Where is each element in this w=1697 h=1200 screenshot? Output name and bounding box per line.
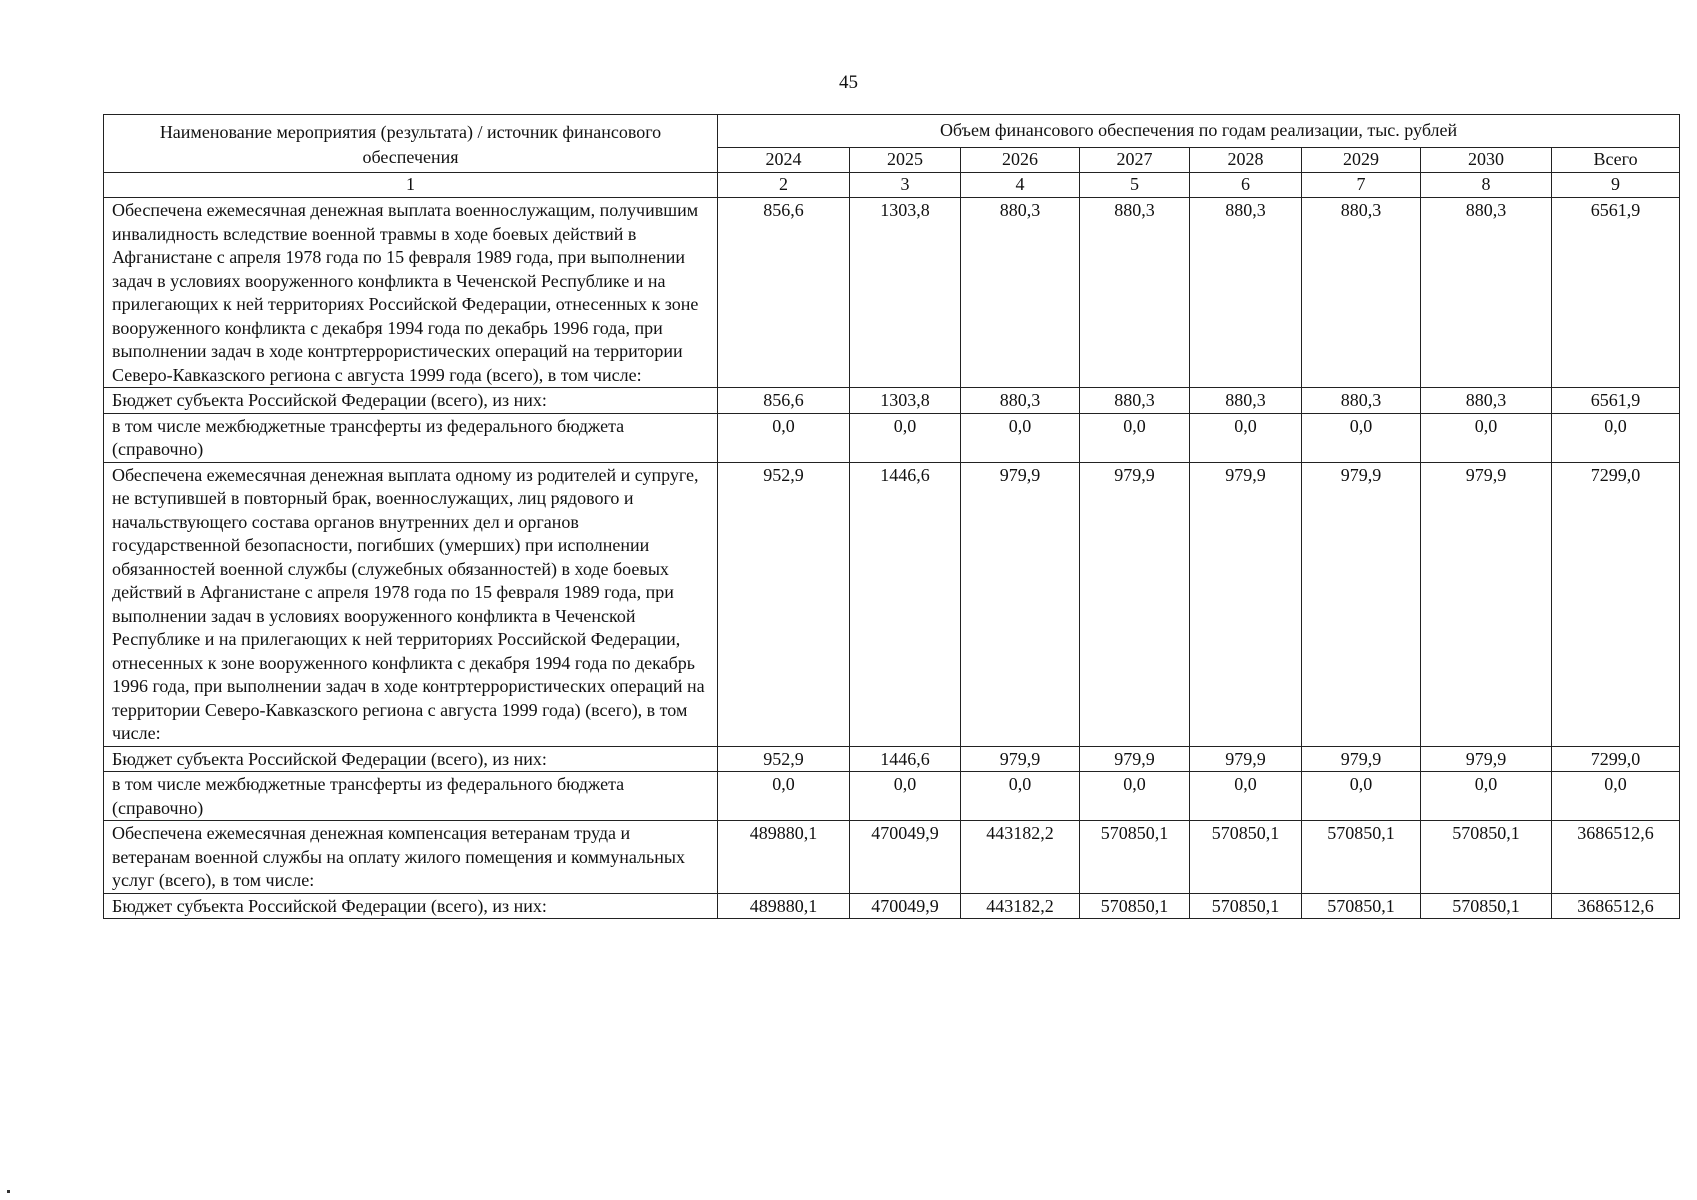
scan-speck xyxy=(7,1190,10,1193)
value-cell: 979,9 xyxy=(1080,746,1190,772)
value-cell: 570850,1 xyxy=(1302,821,1421,894)
value-cell: 979,9 xyxy=(1080,462,1190,746)
column-number: 9 xyxy=(1552,173,1680,198)
value-cell: 880,3 xyxy=(1080,198,1190,388)
column-number: 1 xyxy=(104,173,718,198)
value-cell: 489880,1 xyxy=(718,893,850,919)
table-row xyxy=(104,413,1680,462)
name-column-header: Наименование мероприятия (результата) / источник финансового обеспечения xyxy=(104,115,718,173)
value-cell: 0,0 xyxy=(1302,772,1421,821)
value-cell: 570850,1 xyxy=(1190,893,1302,919)
header-row-main xyxy=(104,115,1680,148)
value-cell: 443182,2 xyxy=(961,893,1080,919)
value-cell: 0,0 xyxy=(1190,772,1302,821)
value-cell: 979,9 xyxy=(1190,746,1302,772)
column-number: 7 xyxy=(1302,173,1421,198)
value-cell: 0,0 xyxy=(850,413,961,462)
row-name: Обеспечена ежемесячная денежная компенсация ветеранам труда и ветеранам военной службы на оплату жилого помещения и коммунальных услуг (всего), в том числе: xyxy=(104,821,718,894)
value-cell: 979,9 xyxy=(1302,746,1421,772)
year-header: 2025 xyxy=(850,148,961,173)
table-row xyxy=(104,821,1680,894)
value-cell: 570850,1 xyxy=(1190,821,1302,894)
value-cell: 979,9 xyxy=(1302,462,1421,746)
value-cell: 0,0 xyxy=(718,413,850,462)
row-name: в том числе межбюджетные трансферты из федерального бюджета (справочно) xyxy=(104,413,718,462)
value-cell: 952,9 xyxy=(718,746,850,772)
value-cell: 880,3 xyxy=(961,198,1080,388)
value-cell: 489880,1 xyxy=(718,821,850,894)
row-name: Бюджет субъекта Российской Федерации (всего), из них: xyxy=(104,388,718,414)
financing-table xyxy=(103,114,1680,919)
value-cell: 570850,1 xyxy=(1302,893,1421,919)
value-cell: 0,0 xyxy=(718,772,850,821)
value-cell: 979,9 xyxy=(1421,462,1552,746)
table-row xyxy=(104,388,1680,414)
value-cell: 1446,6 xyxy=(850,462,961,746)
year-header: 2028 xyxy=(1190,148,1302,173)
year-header: 2024 xyxy=(718,148,850,173)
value-cell: 979,9 xyxy=(1190,462,1302,746)
value-cell: 1303,8 xyxy=(850,388,961,414)
column-number: 5 xyxy=(1080,173,1190,198)
row-name: Обеспечена ежемесячная денежная выплата военнослужащим, получившим инвалидность вследствие военной травмы в ходе боевых действий в Афганистане с апреля 1978 года по 15 февраля 1989 года, при выполнении задач в условиях вооруженного конфликта в Чеченской Республике и на прилегающих к ней территориях Российской Федерации, отнесенных к зоне вооруженного конфликта с декабря 1994 года по декабрь 1996 года, при выполнении задач в ходе контртеррористических операций на территории Северо-Кавказского региона с августа 1999 года (всего), в том числе: xyxy=(104,198,718,388)
total-cell: 7299,0 xyxy=(1552,462,1680,746)
column-number: 2 xyxy=(718,173,850,198)
value-cell: 470049,9 xyxy=(850,893,961,919)
value-cell: 0,0 xyxy=(1190,413,1302,462)
total-cell: 6561,9 xyxy=(1552,198,1680,388)
value-cell: 443182,2 xyxy=(961,821,1080,894)
value-cell: 952,9 xyxy=(718,462,850,746)
column-number: 3 xyxy=(850,173,961,198)
total-cell: 6561,9 xyxy=(1552,388,1680,414)
value-cell: 1446,6 xyxy=(850,746,961,772)
table-row xyxy=(104,746,1680,772)
table-row xyxy=(104,462,1680,746)
table-row xyxy=(104,772,1680,821)
page-number: 45 xyxy=(839,72,858,93)
value-cell: 0,0 xyxy=(961,772,1080,821)
value-cell: 470049,9 xyxy=(850,821,961,894)
value-cell: 570850,1 xyxy=(1421,893,1552,919)
total-cell: 0,0 xyxy=(1552,413,1680,462)
value-cell: 979,9 xyxy=(1421,746,1552,772)
header-row-numbers xyxy=(104,173,1680,198)
value-cell: 880,3 xyxy=(961,388,1080,414)
value-cell: 880,3 xyxy=(1190,198,1302,388)
volume-header: Объем финансового обеспечения по годам реализации, тыс. рублей xyxy=(718,115,1680,148)
value-cell: 856,6 xyxy=(718,388,850,414)
value-cell: 856,6 xyxy=(718,198,850,388)
row-name: в том числе межбюджетные трансферты из федерального бюджета (справочно) xyxy=(104,772,718,821)
value-cell: 0,0 xyxy=(1080,772,1190,821)
total-cell: 3686512,6 xyxy=(1552,893,1680,919)
value-cell: 0,0 xyxy=(1080,413,1190,462)
value-cell: 0,0 xyxy=(1421,772,1552,821)
value-cell: 979,9 xyxy=(961,462,1080,746)
value-cell: 1303,8 xyxy=(850,198,961,388)
total-cell: 3686512,6 xyxy=(1552,821,1680,894)
total-cell: 0,0 xyxy=(1552,772,1680,821)
total-cell: 7299,0 xyxy=(1552,746,1680,772)
value-cell: 0,0 xyxy=(850,772,961,821)
year-header: 2030 xyxy=(1421,148,1552,173)
value-cell: 880,3 xyxy=(1302,198,1421,388)
year-header: 2026 xyxy=(961,148,1080,173)
value-cell: 979,9 xyxy=(961,746,1080,772)
column-number: 8 xyxy=(1421,173,1552,198)
value-cell: 0,0 xyxy=(1302,413,1421,462)
value-cell: 880,3 xyxy=(1190,388,1302,414)
table-row xyxy=(104,893,1680,919)
value-cell: 880,3 xyxy=(1080,388,1190,414)
row-name: Бюджет субъекта Российской Федерации (всего), из них: xyxy=(104,746,718,772)
value-cell: 570850,1 xyxy=(1080,821,1190,894)
column-number: 4 xyxy=(961,173,1080,198)
column-number: 6 xyxy=(1190,173,1302,198)
value-cell: 0,0 xyxy=(1421,413,1552,462)
year-header: 2029 xyxy=(1302,148,1421,173)
value-cell: 880,3 xyxy=(1421,198,1552,388)
row-name: Бюджет субъекта Российской Федерации (всего), из них: xyxy=(104,893,718,919)
value-cell: 570850,1 xyxy=(1080,893,1190,919)
value-cell: 0,0 xyxy=(961,413,1080,462)
value-cell: 880,3 xyxy=(1421,388,1552,414)
row-name: Обеспечена ежемесячная денежная выплата одному из родителей и супруге, не вступившей в повторный брак, военнослужащих, лиц рядового и начальствующего состава органов внутренних дел и органов государственной безопасности, погибших (умерших) при исполнении обязанностей военной службы (служебных обязанностей) в ходе боевых действий в Афганистане с апреля 1978 года по 15 февраля 1989 года, при выполнении задач в условиях вооруженного конфликта в Чеченской Республике и на прилегающих к ней территориях Российской Федерации, отнесенных к зоне вооруженного конфликта с декабря 1994 года по декабрь 1996 года, при выполнении задач в ходе контртеррористических операций на территории Северо-Кавказского региона с августа 1999 года) (всего), в том числе: xyxy=(104,462,718,746)
table-row xyxy=(104,198,1680,388)
total-header: Всего xyxy=(1552,148,1680,173)
value-cell: 570850,1 xyxy=(1421,821,1552,894)
value-cell: 880,3 xyxy=(1302,388,1421,414)
year-header: 2027 xyxy=(1080,148,1190,173)
